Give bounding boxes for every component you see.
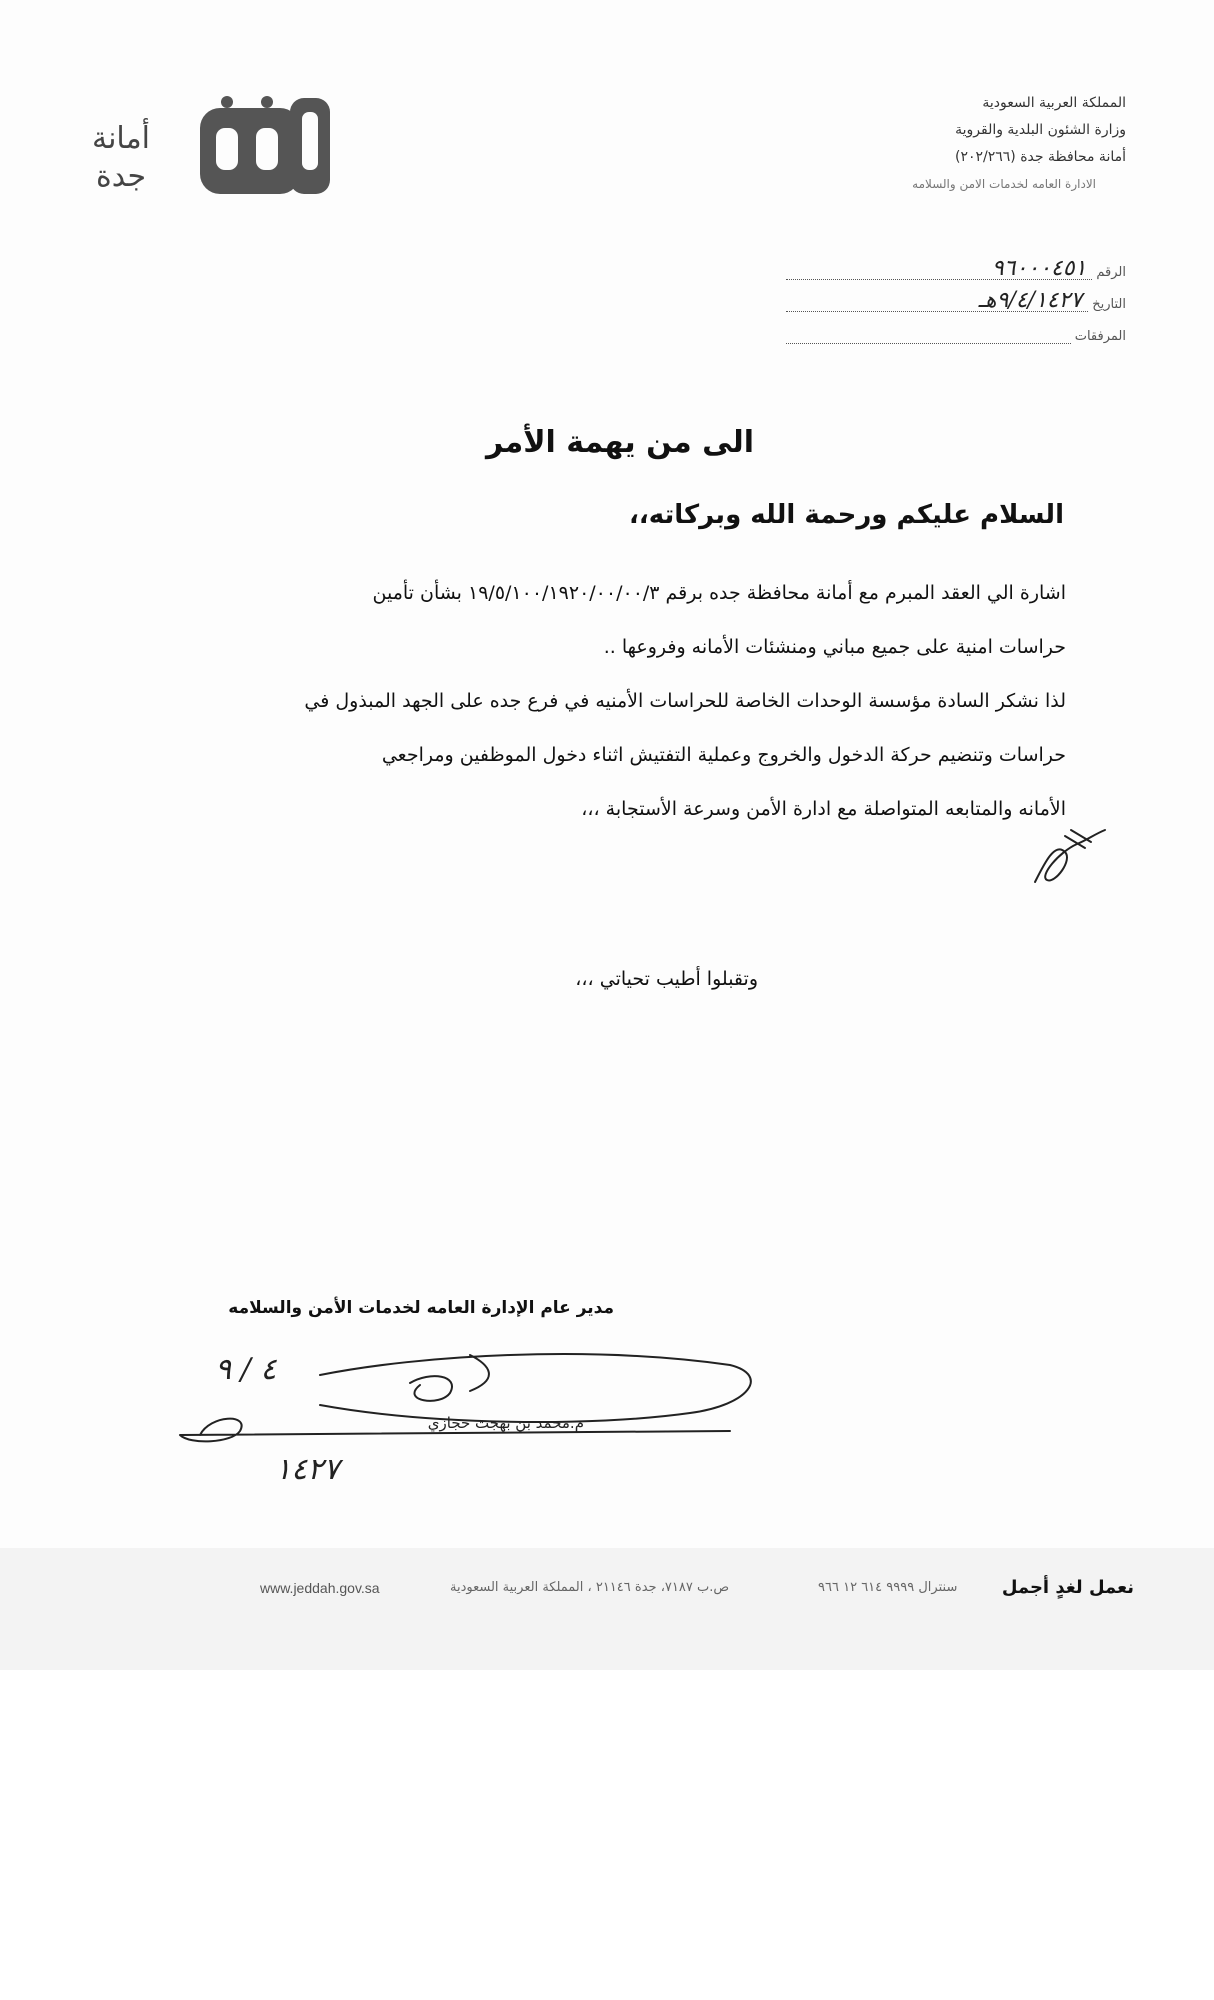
logo-wordmark [92, 120, 150, 196]
date-row [786, 280, 1126, 312]
letterhead-ministry: وزارة الشئون البلدية والقروية [955, 122, 1126, 138]
letter-greeting: السلام عليكم ورحمة الله وبركاته،، [628, 500, 1064, 530]
signature-month: ٩ [215, 1352, 232, 1387]
number-value: ٩٦٠٠٠٤٥١ [991, 256, 1087, 281]
date-line [786, 288, 1088, 313]
number-label: الرقم [1096, 265, 1126, 280]
signature-year: ١٤٢٧ [275, 1452, 340, 1487]
letter-body [236, 566, 1066, 836]
body-line: الأمانه والمتابعه المتواصلة مع ادارة الأمن وسرعة الأستجابة ،،، [581, 798, 1066, 820]
attachments-label: المرفقات [1074, 329, 1126, 344]
footer-website[interactable]: www.jeddah.gov.sa [260, 1580, 380, 1596]
attachments-line [786, 325, 1071, 344]
signature-date-day-month [215, 1352, 276, 1387]
letter-title: الى من يهمة الأمر [485, 425, 754, 460]
initials-mark-icon [1025, 822, 1115, 892]
footer [0, 1548, 1214, 1670]
footer-phone: سنترال ٩٩٩٩ ٦١٤ ١٢ ٩٦٦ [818, 1580, 958, 1595]
letter-closing: وتقبلوا أطيب تحياتي ،،، [575, 968, 758, 990]
signatory-name: م.محمد بن بهجت حجازي [427, 1414, 584, 1432]
logo-line1: أمانة [92, 121, 150, 156]
body-line: اشارة الي العقد المبرم مع أمانة محافظة جده برقم ١٩/٥/١٠٠/١٩٢٠/٠٠/٠٠/٣ بشأن تأمين [372, 582, 1066, 604]
body-line: لذا نشكر السادة مؤسسة الوحدات الخاصة للحراسات الأمنيه في فرع جده على الجهد المبذول في [304, 690, 1066, 712]
letterhead-municipality: أمانة محافظة جدة (٢٠٢/٢٦٦) [954, 149, 1126, 165]
letterhead-country: المملكة العربية السعودية [982, 95, 1126, 111]
date-value: ٩/٤/١٤٢٧هـ [978, 288, 1083, 313]
reference-block [786, 248, 1126, 344]
logo-line2: جدة [95, 159, 146, 194]
signature-day: ٤ [260, 1352, 277, 1387]
body-line: حراسات وتنضيم حركة الدخول والخروج وعملية التفتيش اثناء دخول الموظفين ومراجعي [381, 744, 1066, 766]
date-label: التاريخ [1092, 297, 1126, 312]
letterhead-department: الادارة العامه لخدمات الامن والسلامه [912, 177, 1096, 191]
footer-slogan: نعمل لغدٍ أجمل [1001, 1577, 1134, 1598]
letterhead [706, 90, 1126, 198]
number-row [786, 248, 1126, 280]
body-line: حراسات امنية على جميع مباني ومنشئات الأمانه وفروعها .. [603, 636, 1066, 658]
signatory-title: مدير عام الإدارة العامه لخدمات الأمن والسلامه [228, 1298, 614, 1318]
signature-separator: / [240, 1352, 251, 1387]
attachments-row [786, 312, 1126, 344]
footer-address: ص.ب ٧١٨٧، جدة ٢١١٤٦ ، المملكة العربية السعودية [450, 1580, 730, 1595]
number-line [786, 256, 1092, 281]
